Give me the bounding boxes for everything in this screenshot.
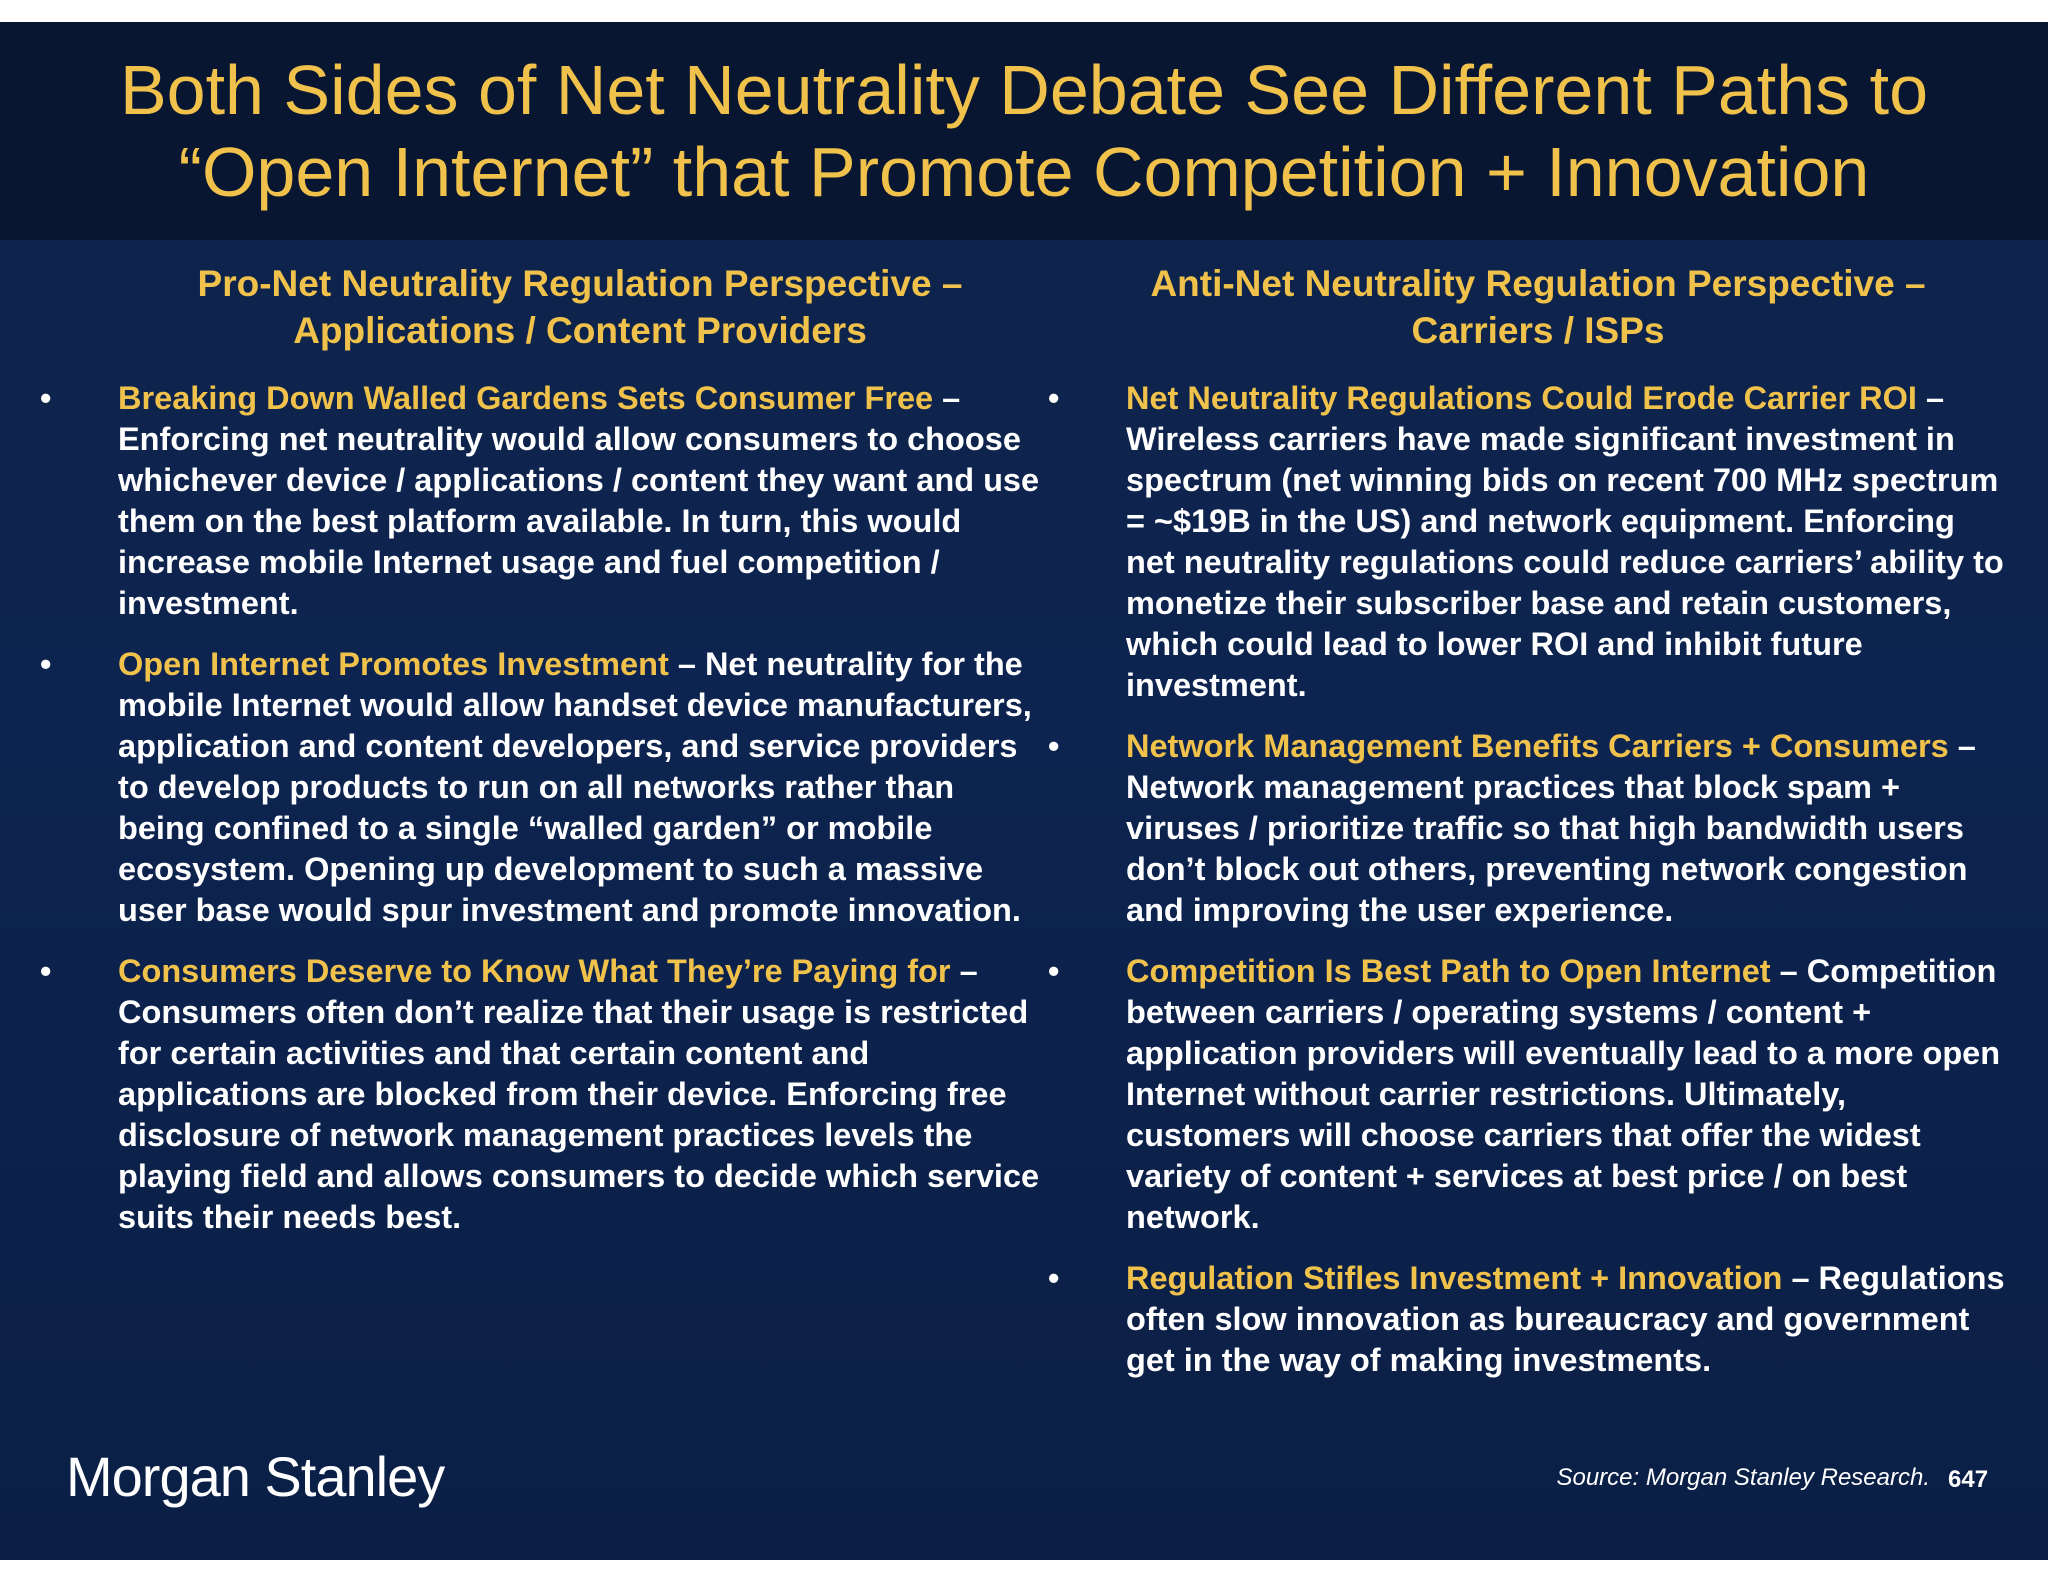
bullet-text: – Network management practices that block spam + viruses / prioritize traffic so that high bandwidth users don’t block out others, preventing network congestion and improving the user experience.	[1126, 728, 1976, 928]
bullet-text: – Regulations often slow innovation as bureaucracy and government get in the way of making investments.	[1126, 1260, 2005, 1378]
bullet-text: – Consumers often don’t realize that their usage is restricted for certain activities and that certain content and applications are blocked from their device. Enforcing free disclosure of network management practices levels the playing field and allows consumers to decide which service suits their needs best.	[118, 953, 1040, 1235]
bullet-text: – Enforcing net neutrality would allow consumers to choose whichever device / applications / content they want and use them on the best platform available. In turn, this would increase mobile Internet usage and fuel competition / investment.	[118, 380, 1040, 621]
bullet-lead: Consumers Deserve to Know What They’re Paying for	[118, 953, 951, 989]
bullet-lead: Open Internet Promotes Investment	[118, 646, 669, 682]
pro-regulation-heading	[70, 260, 1090, 354]
title-bar	[0, 22, 2048, 240]
bullet-icon: •	[1048, 380, 1060, 416]
morgan-stanley-logo: Morgan Stanley	[66, 1445, 445, 1508]
anti-heading-line-1: Anti-Net Neutrality Regulation Perspective –	[1150, 263, 1926, 304]
anti-regulation-column	[1048, 260, 2008, 1401]
anti-bullet-item	[1048, 1258, 2008, 1381]
slide-title	[24, 49, 2024, 213]
source-note: Source: Morgan Stanley Research.	[1556, 1464, 1930, 1491]
bullet-lead: Breaking Down Walled Gardens Sets Consumer Free	[118, 380, 934, 416]
slide-title-line-1: Both Sides of Net Neutrality Debate See Different Paths to	[119, 51, 1929, 129]
pro-bullet-item	[40, 644, 1040, 931]
bullet-lead: Competition Is Best Path to Open Internet	[1126, 953, 1771, 989]
bullet-icon: •	[1048, 953, 1060, 989]
anti-regulation-heading	[1058, 260, 2018, 354]
page-number: 647	[1948, 1466, 1989, 1493]
pro-heading-line-1: Pro-Net Neutrality Regulation Perspective –	[197, 263, 963, 304]
bullet-text: – Competition between carriers / operating systems / content + application providers will eventually lead to a more open Internet without carrier restrictions. Ultimately, customers will choose carriers that offer the widest variety of content + services at best price / on best network.	[1126, 953, 2001, 1235]
anti-heading-line-2: Carriers / ISPs	[1411, 310, 1665, 351]
bullet-text: – Net neutrality for the mobile Internet would allow handset device manufacturers, application and content developers, and service providers to develop products to run on all networks rather than being confined to a single “walled garden” or mobile ecosystem. Opening up development to such a massive user base would spur investment and promote innovation.	[118, 646, 1032, 928]
anti-bullet-item	[1048, 951, 2008, 1238]
pro-regulation-column	[40, 260, 1040, 1258]
bullet-icon: •	[40, 380, 52, 416]
pro-bullet-list	[40, 378, 1040, 1238]
pro-heading-line-2: Applications / Content Providers	[293, 310, 867, 351]
bullet-icon: •	[40, 953, 52, 989]
anti-bullet-item	[1048, 378, 2008, 706]
bullet-text: – Wireless carriers have made significant investment in spectrum (net winning bids on recent 700 MHz spectrum = ~$19B in the US) and network equipment. Enforcing net neutrality regulations could reduce carriers’ ability to monetize their subscriber base and retain customers, which could lead to lower ROI and inhibit future investment.	[1126, 380, 2004, 703]
slide	[0, 22, 2048, 1560]
bullet-lead: Net Neutrality Regulations Could Erode Carrier ROI	[1126, 380, 1917, 416]
bullet-icon: •	[1048, 728, 1060, 764]
pro-bullet-item	[40, 951, 1040, 1238]
bullet-lead: Network Management Benefits Carriers + Consumers	[1126, 728, 1949, 764]
pro-bullet-item	[40, 378, 1040, 624]
bullet-icon: •	[1048, 1260, 1060, 1296]
bullet-icon: •	[40, 646, 52, 682]
anti-bullet-item	[1048, 726, 2008, 931]
anti-bullet-list	[1048, 378, 2008, 1381]
slide-title-line-2: “Open Internet” that Promote Competition + Innovation	[178, 133, 1870, 211]
bullet-lead: Regulation Stifles Investment + Innovation	[1126, 1260, 1783, 1296]
